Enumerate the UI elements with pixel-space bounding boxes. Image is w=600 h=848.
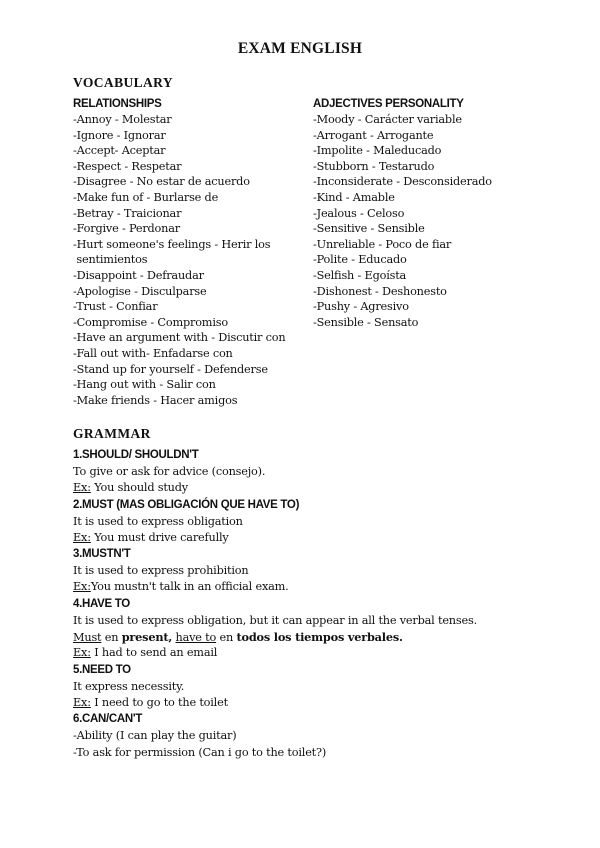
example-text: You should study — [90, 481, 188, 495]
vocabulary-item: -Accept- Aceptar — [73, 144, 166, 158]
vocabulary-item: -Impolite - Maleducado — [313, 144, 442, 158]
vocabulary-item: -Dishonest - Deshonesto — [313, 284, 447, 298]
vocabulary-heading: VOCABULARY — [73, 75, 174, 90]
vocabulary-item: -Jealous - Celoso — [313, 206, 405, 220]
vocabulary-item: -Ignore - Ignorar — [73, 128, 166, 142]
vocabulary-item: -Make fun of - Burlarse de — [73, 190, 219, 204]
vocabulary-item: -Inconsiderate - Desconsiderado — [313, 175, 492, 189]
vocabulary-item: -Hurt someone's feelings - Herir los — [73, 237, 271, 251]
example-label: Ex: — [73, 580, 91, 594]
all-tenses-text: todos los tiempos verbales. — [236, 630, 403, 645]
grammar-description: To give or ask for advice (consejo). — [73, 465, 266, 478]
example-text: You must drive carefully — [90, 530, 229, 544]
grammar-example — [73, 579, 573, 595]
example-text: I had to send an email — [90, 646, 218, 660]
example-label: Ex: — [73, 695, 91, 709]
note-text: en — [101, 631, 122, 645]
vocabulary-item: -Respect - Respetar — [73, 159, 182, 173]
vocabulary-item: -Trust - Confiar — [73, 300, 158, 314]
vocabulary-item: -Selfish - Egoísta — [313, 268, 407, 282]
vocabulary-item: sentimientos — [73, 253, 148, 267]
grammar-description: It is used to express prohibition — [73, 564, 249, 578]
grammar-item-heading: 3.MUSTN'T — [73, 548, 131, 561]
have-to-word: have to — [175, 631, 217, 645]
note-text: en — [216, 631, 237, 645]
grammar-example — [73, 645, 573, 661]
grammar-description: It express necessity. — [73, 679, 185, 693]
grammar-note — [73, 629, 573, 645]
vocabulary-item: -Annoy - Molestar — [73, 113, 172, 126]
adjectives-heading: ADJECTIVES PERSONALITY — [313, 98, 464, 110]
vocabulary-item: -Disappoint - Defraudar — [73, 268, 204, 282]
vocabulary-item: -Pushy - Agresivo — [313, 300, 409, 314]
grammar-description: It is used to express obligation — [73, 514, 243, 528]
vocabulary-item: -Stubborn - Testarudo — [313, 159, 435, 173]
present-word: present, — [121, 630, 173, 645]
relationships-list — [73, 112, 323, 408]
vocabulary-item: -Forgive - Perdonar — [73, 222, 180, 236]
vocabulary-item: -Fall out with- Enfadarse con — [73, 346, 233, 360]
example-label: Ex: — [73, 530, 91, 544]
vocabulary-item: -Make friends - Hacer amigos — [73, 393, 238, 407]
example-label: Ex: — [73, 481, 91, 495]
relationships-column — [73, 96, 323, 408]
adjectives-column — [313, 96, 563, 330]
vocabulary-item: -Kind - Amable — [313, 190, 395, 204]
vocabulary-item: -Hang out with - Salir con — [73, 378, 216, 392]
vocabulary-item: -Betray - Traicionar — [73, 206, 182, 220]
grammar-item-heading: 2.MUST (MAS OBLIGACIÓN QUE HAVE TO) — [73, 498, 300, 511]
vocabulary-item: -Stand up for yourself - Defenderse — [73, 362, 268, 376]
vocabulary-item: -Polite - Educado — [313, 253, 407, 267]
example-label: Ex: — [73, 646, 91, 660]
example-text: I need to go to the toilet — [90, 695, 228, 709]
grammar-example — [73, 695, 573, 711]
grammar-heading: GRAMMAR — [73, 426, 151, 441]
vocabulary-item: -Compromise - Compromiso — [73, 315, 228, 329]
vocabulary-item: -Disagree - No estar de acuerdo — [73, 175, 250, 189]
grammar-example — [73, 530, 573, 546]
vocabulary-item: -Apologise - Disculparse — [73, 284, 207, 298]
vocabulary-item: -Sensitive - Sensible — [313, 222, 425, 236]
grammar-example — [73, 480, 573, 496]
vocabulary-item: -Moody - Carácter variable — [313, 113, 462, 126]
grammar-item-heading: 5.NEED TO — [73, 663, 131, 676]
vocabulary-item: -Arrogant - Arrogante — [313, 128, 434, 142]
must-word: Must — [73, 631, 102, 645]
grammar-description: It is used to express obligation, but it can appear in all the verbal tenses. — [73, 613, 477, 627]
adjectives-list — [313, 112, 563, 330]
grammar-section — [73, 447, 573, 761]
page-title: EXAM ENGLISH — [237, 40, 363, 57]
grammar-item-heading: 1.SHOULD/ SHOULDN'T — [73, 449, 199, 461]
grammar-item-heading: 6.CAN/CAN'T — [73, 713, 143, 726]
grammar-item-heading: 4.HAVE TO — [73, 597, 130, 610]
grammar-description: -To ask for permission (Can i go to the toilet?) — [73, 745, 327, 759]
grammar-description: -Ability (I can play the guitar) — [73, 729, 237, 743]
vocabulary-item: -Sensible - Sensato — [313, 315, 419, 329]
vocabulary-item: -Unreliable - Poco de fiar — [313, 237, 452, 251]
vocabulary-item: -Have an argument with - Discutir con — [73, 331, 286, 345]
example-text: You mustn't talk in an official exam. — [90, 580, 289, 594]
relationships-heading: RELATIONSHIPS — [73, 98, 162, 110]
